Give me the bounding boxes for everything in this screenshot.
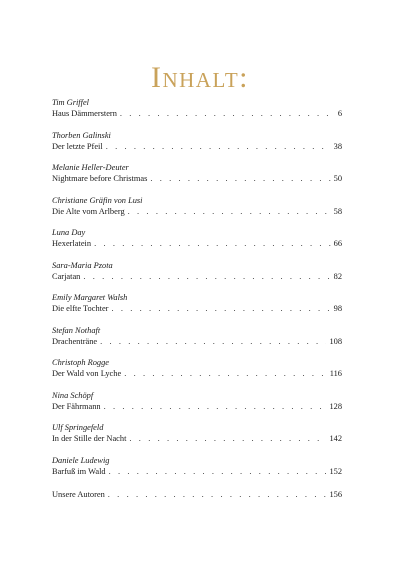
- toc-author: Melanie Heller-Deuter: [52, 163, 129, 172]
- toc-entry: [52, 390, 342, 423]
- dot-leader: [124, 368, 327, 379]
- dot-leader: [94, 238, 331, 249]
- toc-line: [52, 238, 342, 249]
- toc-author: Stefan Nothaft: [52, 325, 101, 335]
- toc-line: [52, 303, 342, 314]
- toc-page-number: 6: [337, 109, 342, 118]
- toc-page-number: 152: [329, 466, 342, 476]
- toc-line: [52, 271, 342, 282]
- dot-leader: [109, 466, 327, 477]
- toc-line: [52, 206, 342, 217]
- toc-page-number: 82: [333, 271, 342, 281]
- page-title: Inhalt:: [150, 61, 250, 94]
- dot-leader: [129, 433, 326, 444]
- dot-leader: [104, 401, 327, 412]
- dot-leader: [128, 206, 331, 217]
- toc-story-title: In der Stille der Nacht: [52, 434, 127, 443]
- toc-author: Emily Margaret Walsh: [52, 293, 128, 302]
- toc-author: Luna Day: [52, 228, 86, 237]
- toc-page-number: 156: [329, 490, 342, 499]
- toc-entry: [52, 97, 342, 130]
- toc-author: Tim Griffel: [52, 98, 89, 107]
- toc-author: Christoph Rogge: [52, 358, 109, 367]
- toc-line: [52, 433, 342, 444]
- toc-author: Christiane Gräfin von Lusi: [52, 195, 143, 205]
- toc-story-title: Hexerlatein: [52, 239, 92, 248]
- toc-entry: [52, 422, 342, 455]
- toc-page-number: 128: [329, 401, 342, 411]
- toc-page-number: 38: [333, 141, 342, 151]
- toc-page-number: 108: [329, 336, 342, 346]
- toc-page-number: 58: [333, 206, 342, 216]
- dot-leader: [120, 108, 335, 119]
- toc-line: [52, 466, 342, 477]
- toc-line: [52, 108, 342, 119]
- toc-story-title: Nightmare before Christmas: [52, 174, 148, 183]
- toc-author: Nina Schöpf: [52, 390, 94, 400]
- toc-entry: [52, 325, 342, 358]
- toc-entry: [52, 162, 342, 195]
- dot-leader: [100, 336, 326, 347]
- dot-leader: [111, 303, 330, 314]
- toc-story-title: Drachenträne: [52, 336, 98, 346]
- toc-story-title: Unsere Autoren: [52, 490, 105, 499]
- toc-author: Thorben Galinski: [52, 130, 111, 140]
- toc-author: Ulf Springefeld: [52, 423, 104, 432]
- dot-leader: [108, 489, 327, 500]
- toc-entry: [52, 195, 342, 228]
- dot-leader: [83, 271, 330, 282]
- toc-closing-line: [52, 489, 342, 500]
- toc-line: [52, 401, 342, 412]
- toc-entry: [52, 357, 342, 390]
- toc-page-number: 66: [333, 239, 342, 248]
- toc-line: [52, 141, 342, 152]
- toc-story-title: Carjatan: [52, 271, 81, 281]
- toc-story-title: Der Fährmann: [52, 401, 101, 411]
- dot-leader: [106, 141, 331, 152]
- toc-author: Sara-Maria Pzota: [52, 260, 113, 270]
- dot-leader: [150, 173, 330, 184]
- toc-entry: [52, 227, 342, 260]
- toc-entry: [52, 260, 342, 293]
- toc-story-title: Der letzte Pfeil: [52, 141, 103, 151]
- toc-page-number: 98: [333, 304, 342, 313]
- toc-story-title: Der Wald von Lyche: [52, 369, 122, 378]
- toc-page-number: 50: [333, 174, 342, 183]
- toc-story-title: Barfuß im Wald: [52, 466, 106, 476]
- toc-page-number: 116: [329, 369, 342, 378]
- toc-story-title: Die elfte Tochter: [52, 304, 109, 313]
- toc-entry: [52, 130, 342, 163]
- toc-line: [52, 336, 342, 347]
- toc-story-title: Die Alte vom Arlberg: [52, 206, 125, 216]
- toc-entry: [52, 455, 342, 488]
- toc-line: [52, 173, 342, 184]
- toc-page-number: 142: [329, 434, 342, 443]
- table-of-contents: [52, 97, 342, 500]
- toc-story-title: Haus Dämmerstern: [52, 109, 117, 118]
- toc-line: [52, 368, 342, 379]
- toc-author: Daniele Ludewig: [52, 455, 110, 465]
- toc-entry: [52, 292, 342, 325]
